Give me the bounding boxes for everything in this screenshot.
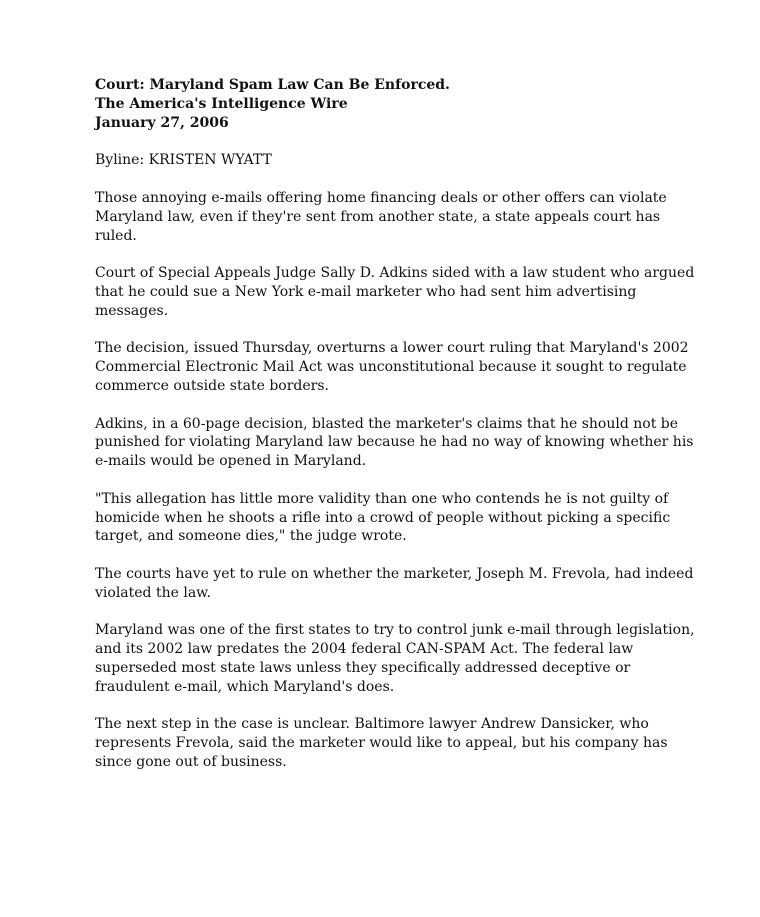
paragraph-line: punished for violating Maryland law because he had no way of knowing whether his	[95, 434, 694, 451]
paragraph-line: fraudulent e-mail, which Maryland's does.	[95, 678, 395, 695]
article-date: January 27, 2006	[95, 114, 229, 131]
article-paragraph	[95, 621, 695, 696]
paragraph-line: Maryland law, even if they're sent from another state, a state appeals court has	[95, 208, 661, 225]
paragraph-line: ruled.	[95, 227, 137, 244]
article-paragraph	[95, 264, 695, 320]
paragraph-line: messages.	[95, 302, 169, 319]
paragraph-line: The courts have yet to rule on whether the marketer, Joseph M. Frevola, had indeed	[95, 565, 694, 582]
article-paragraph	[95, 415, 694, 471]
paragraph-line: since gone out of business.	[95, 753, 287, 770]
article-paragraph	[95, 490, 685, 546]
paragraph-line: Adkins, in a 60-page decision, blasted the marketer's claims that he should not be	[95, 415, 679, 432]
paragraph-line: superseded most state laws unless they specifically addressed deceptive or	[95, 659, 631, 676]
paragraph-line: "This allegation has little more validity than one who contends he is not guilty of	[95, 490, 669, 507]
document-page	[95, 76, 695, 790]
paragraph-line: and its 2002 law predates the 2004 federal CAN-SPAM Act. The federal law	[95, 641, 634, 658]
paragraph-line: e-mails would be opened in Maryland.	[95, 453, 367, 470]
paragraph-line: commerce outside state borders.	[95, 377, 329, 394]
article-body	[95, 189, 695, 772]
paragraph-line: The decision, issued Thursday, overturns a lower court ruling that Maryland's 2002	[95, 340, 689, 357]
article-paragraph	[95, 565, 694, 603]
paragraph-line: target, and someone dies," the judge wrote.	[95, 528, 407, 545]
article-header	[95, 76, 685, 132]
article-paragraph	[95, 715, 685, 771]
paragraph-line: violated the law.	[95, 584, 211, 601]
article-byline: Byline: KRISTEN WYATT	[95, 152, 272, 169]
paragraph-line: Commercial Electronic Mail Act was unconstitutional because it sought to regulate	[95, 359, 687, 376]
article-source: The America's Intelligence Wire	[95, 95, 348, 112]
paragraph-line: homicide when he shoots a rifle into a crowd of people without picking a specific	[95, 509, 671, 526]
paragraph-line: Maryland was one of the first states to try to control junk e-mail through legislation,	[95, 622, 695, 639]
paragraph-line: that he could sue a New York e-mail marketer who had sent him advertising	[95, 283, 637, 300]
paragraph-line: Court of Special Appeals Judge Sally D. Adkins sided with a law student who argued	[95, 265, 695, 282]
article-paragraph	[95, 189, 685, 245]
paragraph-line: represents Frevola, said the marketer would like to appeal, but his company has	[95, 735, 668, 752]
paragraph-line: Those annoying e-mails offering home financing deals or other offers can violate	[95, 189, 667, 206]
article-paragraph	[95, 339, 689, 395]
article-title: Court: Maryland Spam Law Can Be Enforced.	[95, 77, 450, 93]
paragraph-line: The next step in the case is unclear. Baltimore lawyer Andrew Dansicker, who	[95, 716, 649, 733]
